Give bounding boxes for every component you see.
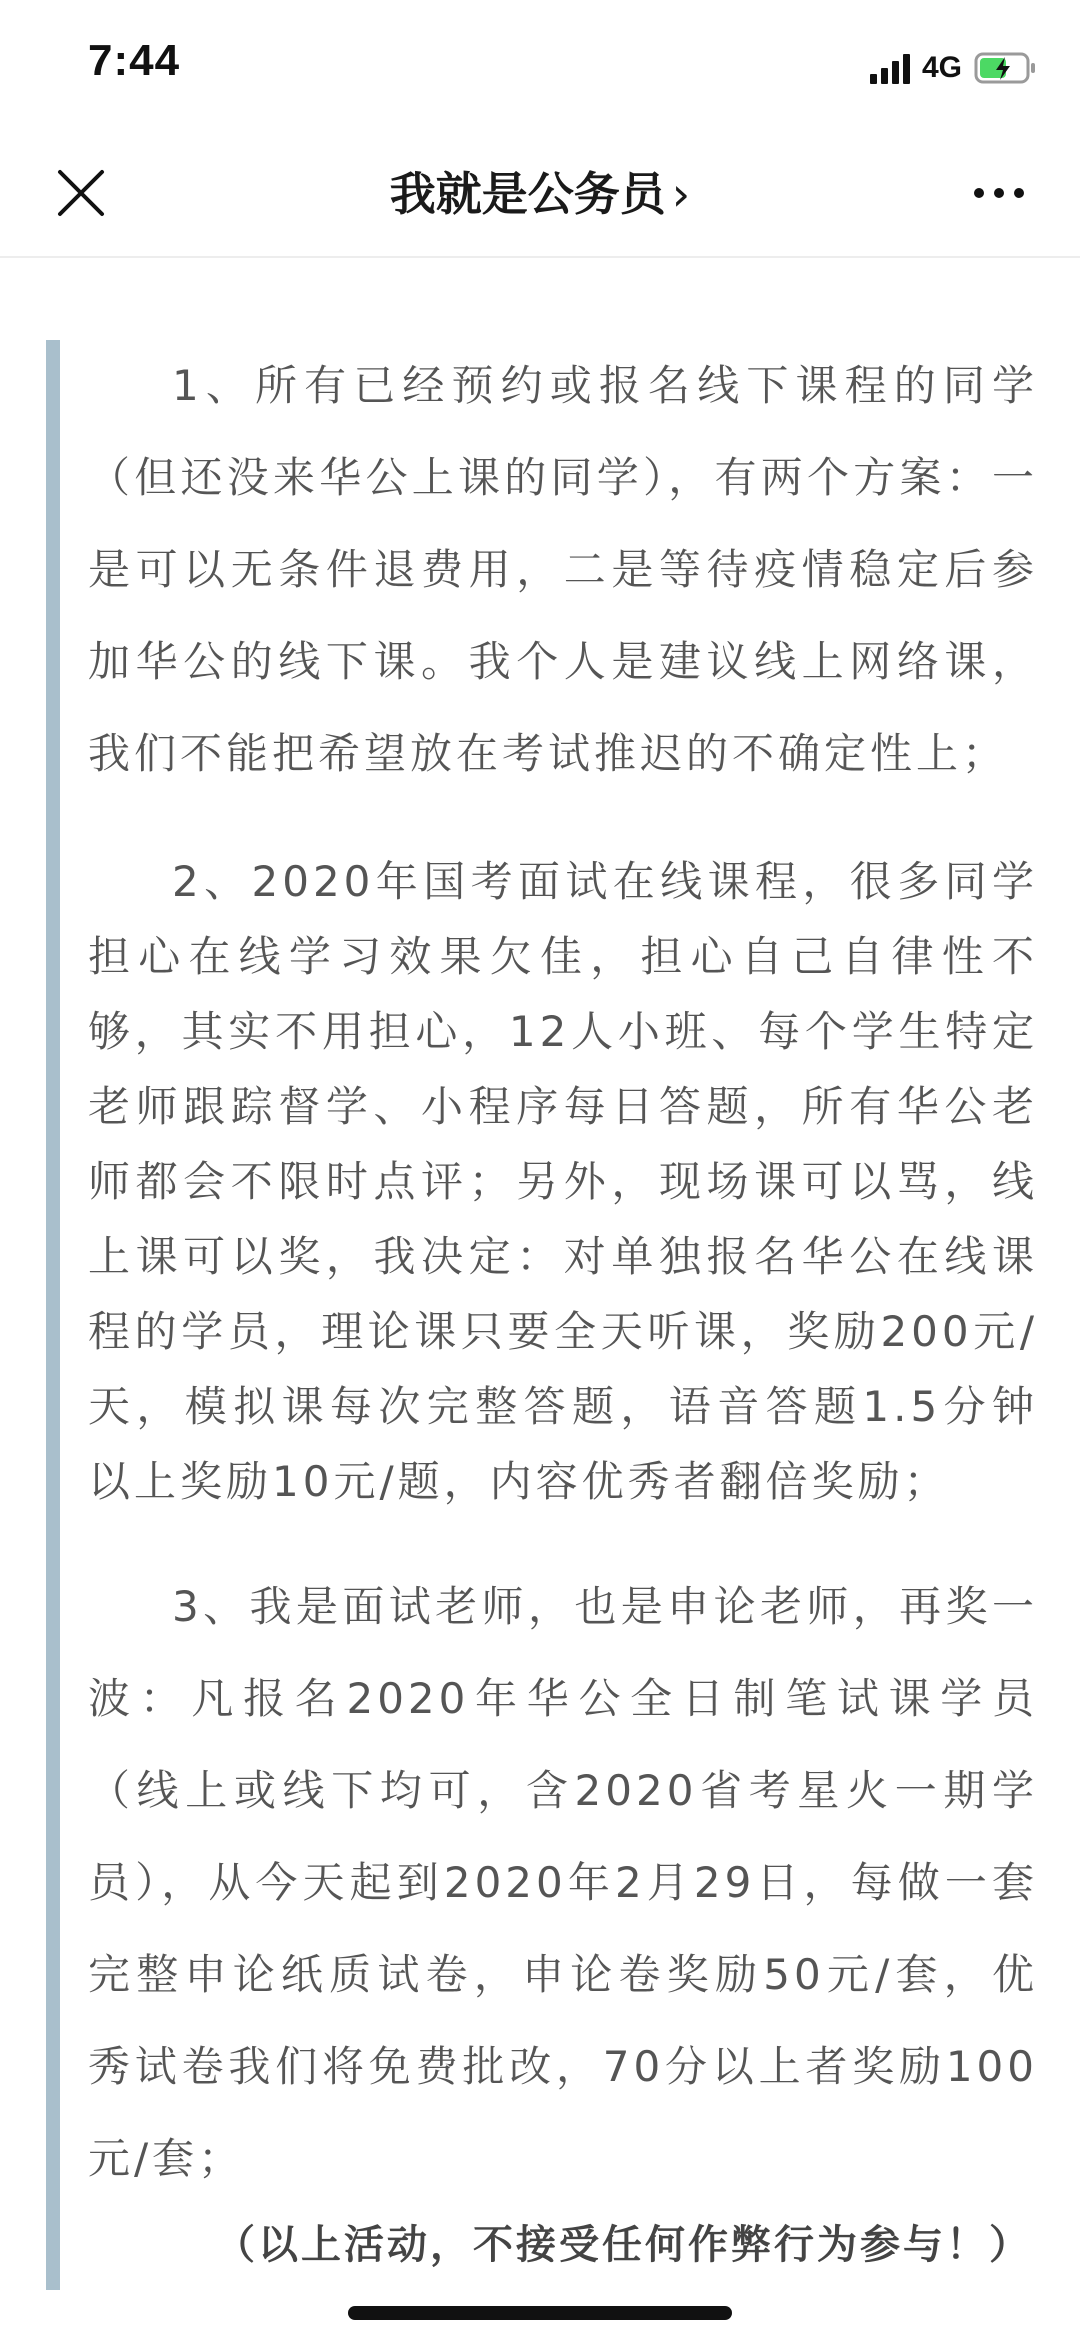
home-indicator[interactable] — [348, 2306, 732, 2320]
more-icon[interactable] — [972, 182, 1026, 204]
quote-bar — [46, 340, 60, 2290]
paragraph-3: 3、我是面试老师，也是申论老师，再奖一波：凡报名2020年华公全日制笔试课学员（线上或线下均可，含2020省考星火一期学员），从今天起到2020年2月29日，每做一套完整申论纸质试卷，申论卷奖励50元/套，优秀试卷我们将免费批改，70分以上者奖励100元/套； — [88, 1582, 1038, 2183]
activity-note: （以上活动，不接受任何作弊行为参与！） — [215, 2222, 1032, 2268]
account-title-button[interactable] — [0, 158, 1080, 224]
paragraph-1: 1、所有已经预约或报名线下课程的同学（但还没来华公上课的同学），有两个方案：一是可以无条件退费用，二是等待疫情稳定后参加华公的线下课。我个人是建议线上网络课，我们不能把希望放在考试推迟的不确定性上； — [88, 361, 1038, 778]
status-indicators — [870, 50, 1038, 86]
article-content — [88, 340, 1038, 2270]
battery-icon — [974, 51, 1038, 85]
page-title: 我就是公务员 — [389, 167, 666, 221]
network-type: 4G — [921, 51, 962, 84]
signal-icon — [870, 52, 910, 84]
nav-bar — [0, 130, 1080, 258]
chevron-right-icon: › — [671, 167, 691, 221]
paragraph-2: 2、2020年国考面试在线课程，很多同学担心在线学习效果欠佳，担心自己自律性不够，其实不用担心，12人小班、每个学生特定老师跟踪督学、小程序每日答题，所有华公老师都会不限时点评；另外，现场课可以骂，线上课可以奖，我决定：对单独报名华公在线课程的学员，理论课只要全天听课，奖励200元/天，模拟课每次完整答题，语音答题1.5分钟以上奖励10元/题，内容优秀者翻倍奖励； — [88, 857, 1038, 1506]
status-bar — [0, 0, 1080, 130]
status-time: 7:44 — [88, 36, 181, 85]
